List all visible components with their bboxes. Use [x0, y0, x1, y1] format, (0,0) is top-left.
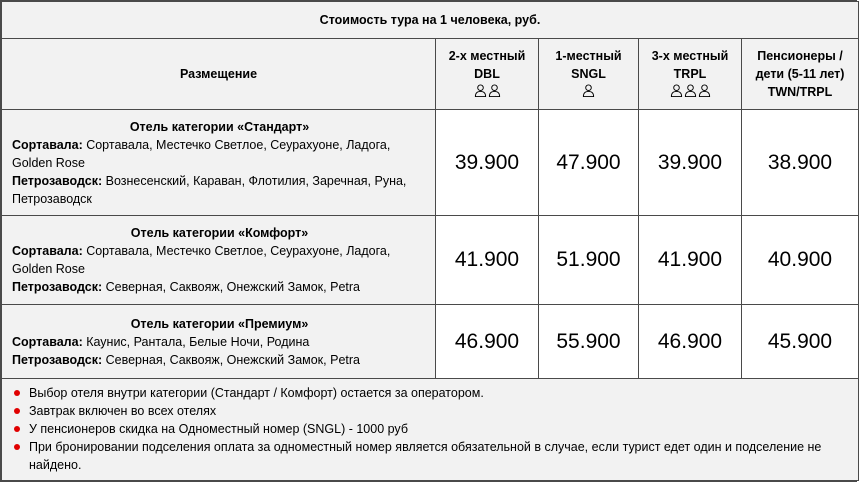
city2-label: Петрозаводск:	[12, 352, 103, 367]
notes-section	[2, 379, 859, 481]
header-trpl	[639, 39, 742, 110]
header-dbl-line2: DBL	[474, 66, 500, 81]
price-pensioners: 45.900	[742, 305, 859, 379]
city1-label: Сортавала:	[12, 244, 83, 258]
header-sngl-line1: 1-местный	[555, 48, 622, 63]
row-city1	[12, 333, 427, 351]
city2-label: Петрозаводск:	[12, 173, 103, 188]
price-dbl: 39.900	[436, 110, 539, 216]
city1-hotels: Каунис, Рантала, Белые Ночи, Родина	[82, 334, 310, 349]
header-dbl-line1: 2-х местный	[448, 48, 526, 63]
price-dbl: 41.900	[436, 216, 539, 305]
price-table	[1, 1, 859, 481]
row-city1	[12, 242, 427, 278]
row-title: Отель категории «Комфорт»	[130, 226, 309, 240]
price-pensioners: 40.900	[742, 216, 859, 305]
header-placement: Размещение	[2, 39, 436, 110]
header-dbl	[436, 39, 539, 110]
row-description	[2, 216, 436, 305]
city2-hotels: Вознесенский, Караван, Флотилия, Заречная, Руна, Петрозаводск	[12, 173, 407, 206]
city2-hotels: Северная, Саквояж, Онежский Замок, Petra	[102, 280, 360, 294]
row-title: Отель категории «Премиум»	[130, 316, 309, 331]
table-row-comfort	[2, 216, 859, 305]
city1-label: Сортавала:	[12, 137, 83, 152]
price-sngl: 51.900	[539, 216, 639, 305]
header-trpl-line1: 3-х местный	[651, 48, 729, 63]
table-row-standard	[2, 110, 859, 216]
table-row-premium	[2, 305, 859, 379]
city1-label: Сортавала:	[12, 334, 83, 349]
row-city2	[12, 351, 427, 369]
header-sngl	[539, 39, 639, 110]
row-description	[2, 110, 436, 216]
note-item: Завтрак включен во всех отелях	[10, 402, 850, 420]
city1-hotels: Сортавала, Местечко Светлое, Сеурахуоне, Ладога, Golden Rose	[12, 244, 391, 276]
table-caption: Стоимость тура на 1 человека, руб.	[2, 2, 859, 39]
row-city1	[12, 136, 427, 172]
row-city2	[12, 278, 427, 296]
header-trpl-line2: TRPL	[673, 66, 707, 81]
price-sngl: 55.900	[539, 305, 639, 379]
price-dbl: 46.900	[436, 305, 539, 379]
header-sngl-line2: SNGL	[571, 66, 606, 81]
header-pensioners	[742, 39, 859, 110]
city2-hotels: Северная, Саквояж, Онежский Замок, Petra	[102, 352, 360, 367]
note-item: При бронировании подселения оплата за одноместный номер является обязательной в случае, если турист едет один и подселение не найдено.	[10, 438, 850, 474]
city1-hotels: Сортавала, Местечко Светлое, Сеурахуоне, Ладога, Golden Rose	[12, 137, 391, 170]
price-trpl: 39.900	[639, 110, 742, 216]
two-people-icon	[474, 84, 501, 97]
price-pensioners: 38.900	[742, 110, 859, 216]
price-trpl: 41.900	[639, 216, 742, 305]
header-pensioners-line1: Пенсионеры /	[757, 49, 843, 63]
price-sngl: 47.900	[539, 110, 639, 216]
notes-list	[10, 384, 850, 474]
row-description	[2, 305, 436, 379]
one-person-icon	[582, 84, 595, 97]
three-people-icon	[670, 84, 711, 97]
note-item: У пенсионеров скидка на Одноместный номер (SNGL) - 1000 руб	[10, 420, 850, 438]
header-pensioners-line2: дети (5-11 лет)	[755, 67, 845, 81]
note-item: Выбор отеля внутри категории (Стандарт / Комфорт) остается за оператором.	[10, 384, 850, 402]
row-city2	[12, 172, 427, 208]
city2-label: Петрозаводск:	[12, 280, 103, 294]
row-title: Отель категории «Стандарт»	[129, 119, 310, 134]
price-trpl: 46.900	[639, 305, 742, 379]
header-pensioners-line3: TWN/TRPL	[767, 85, 833, 99]
